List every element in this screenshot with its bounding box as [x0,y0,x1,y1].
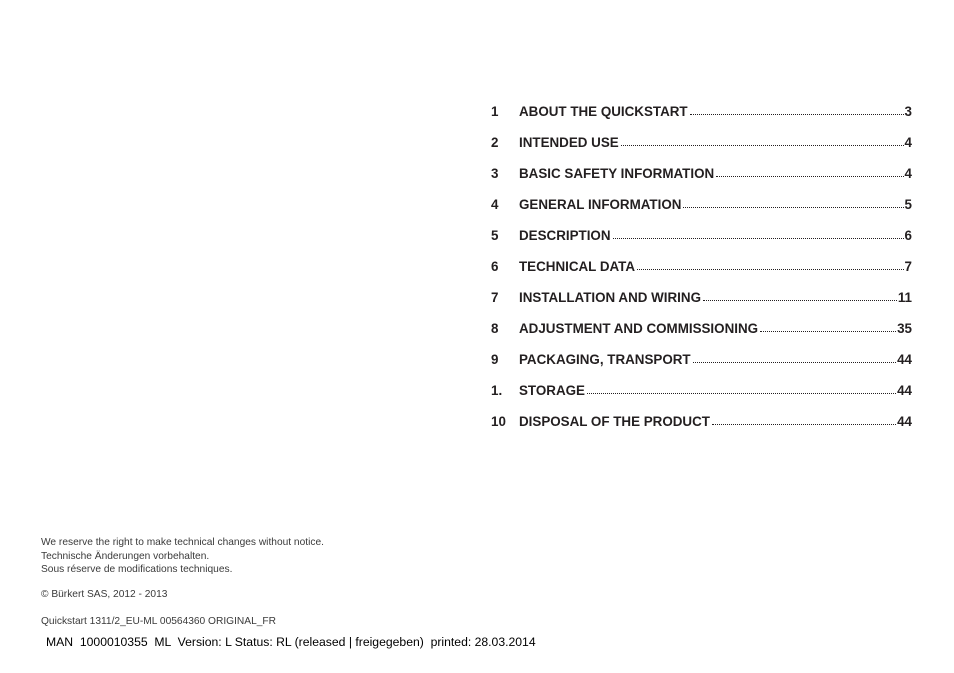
toc-dot-leader [690,113,904,115]
toc-entry-number: 9 [491,352,499,367]
toc-dot-leader [760,330,896,332]
toc-entry-page: 44 [897,414,912,429]
toc-entry[interactable] [491,228,912,259]
toc-entry-page: 5 [904,197,912,212]
toc-entry-number: 6 [491,259,499,274]
toc-entry-number: 8 [491,321,499,336]
toc-entry-page: 4 [904,135,912,150]
toc-entry-title: INTENDED USE [519,135,619,150]
note-french: Sous réserve de modifications techniques. [41,564,233,576]
toc-entry[interactable] [491,135,912,166]
note-english: We reserve the right to make technical changes without notice. [41,537,324,548]
toc-entry-number: 7 [491,290,499,305]
toc-entry[interactable] [491,321,912,352]
toc-entry-title: TECHNICAL DATA [519,259,636,274]
legal-notes [41,536,324,577]
note-german: Technische Änderungen vorbehalten. [41,550,210,562]
toc-entry[interactable] [491,290,912,321]
document-reference: Quickstart 1311/2_EU-ML 00564360 ORIGINAL_FR [41,616,276,627]
toc-entry[interactable] [491,414,912,445]
toc-entry[interactable] [491,383,912,414]
toc-entry-title: PACKAGING, TRANSPORT [519,352,691,367]
toc-entry-page: 44 [897,352,912,367]
toc-entry-title: DISPOSAL OF THE PRODUCT [519,414,710,429]
toc-entry-number: 1. [491,383,503,398]
toc-dot-leader [712,423,896,425]
toc-entry-number: 4 [491,197,499,212]
toc-dot-leader [703,299,897,301]
toc-entry-page: 4 [904,166,912,181]
toc-entry-number: 2 [491,135,499,150]
toc-entry[interactable] [491,166,912,197]
toc-entry-title: STORAGE [519,383,585,398]
toc-entry-title: DESCRIPTION [519,228,611,243]
toc-entry-page: 3 [904,104,912,119]
toc-entry-title: ADJUSTMENT AND COMMISSIONING [519,321,759,336]
toc-dot-leader [637,268,904,270]
toc-entry-title: INSTALLATION AND WIRING [519,290,701,305]
toc-dot-leader [587,392,896,394]
toc-entry-page: 11 [897,290,912,305]
toc-entry-page: 6 [904,228,912,243]
toc-entry-page: 35 [897,321,912,336]
toc-entry-title: BASIC SAFETY INFORMATION [519,166,715,181]
copyright-text: © Bürkert SAS, 2012 - 2013 [41,589,168,600]
toc-entry-number: 10 [491,414,506,429]
toc-dot-leader [716,175,903,177]
toc-dot-leader [621,144,904,146]
toc-entry[interactable] [491,259,912,290]
toc-entry[interactable] [491,352,912,383]
toc-dot-leader [693,361,896,363]
document-status-line: MAN 1000010355 ML Version: L Status: RL (released | freigegeben) printed: 28.03.2014 [46,635,536,649]
toc-entry[interactable] [491,104,912,135]
table-of-contents [491,104,912,445]
toc-dot-leader [683,206,903,208]
toc-entry-number: 3 [491,166,499,181]
toc-entry-title: GENERAL INFORMATION [519,197,682,212]
toc-entry-page: 7 [904,259,912,274]
toc-entry-title: ABOUT THE QUICKSTART [519,104,688,119]
toc-entry-number: 5 [491,228,499,243]
toc-entry-number: 1 [491,104,499,119]
toc-dot-leader [613,237,904,239]
toc-entry[interactable] [491,197,912,228]
toc-entry-page: 44 [897,383,912,398]
